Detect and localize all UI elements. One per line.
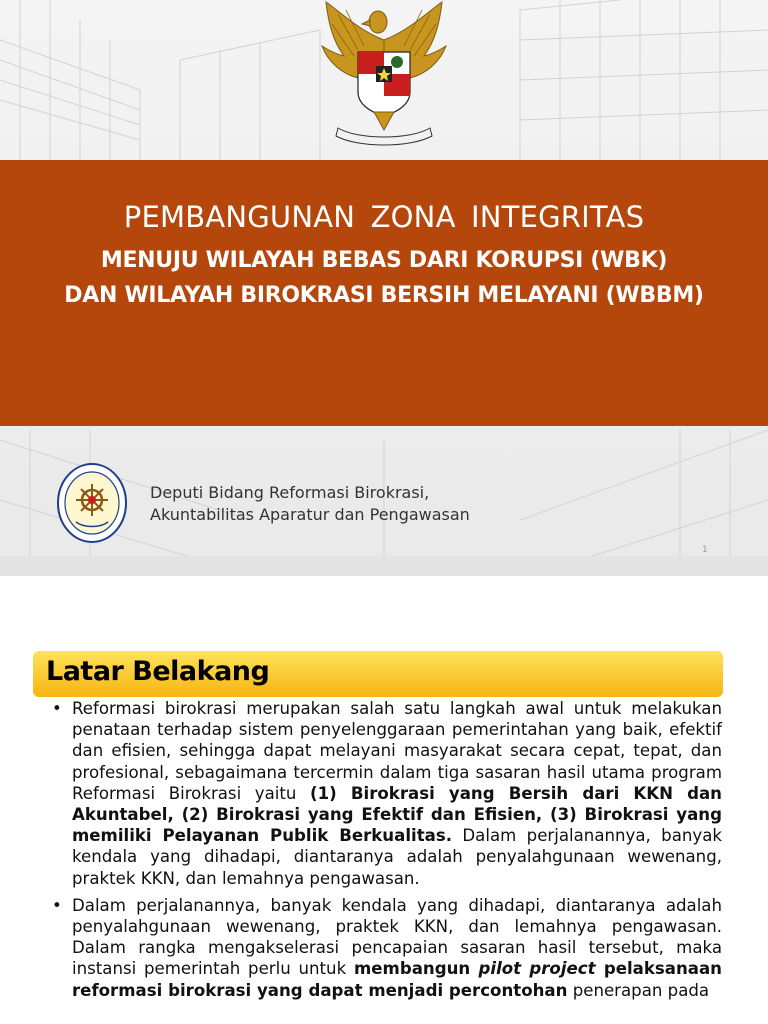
bullet-item-2 bbox=[50, 895, 722, 1001]
bullet1-bold-targets: (1) Birokrasi yang Bersih dari KKN dan Akuntabel, (2) Birokrasi yang Efektif dan Efisien, (3) Birokrasi yang memiliki Pelayanan Publik Berkualitas. bbox=[72, 783, 722, 846]
bullet-marker: • bbox=[52, 895, 62, 915]
ministry-logo-icon bbox=[56, 462, 128, 544]
page-number: 1 bbox=[702, 545, 708, 555]
heading-bar bbox=[33, 651, 723, 697]
slide-subtitle-line2: DAN WILAYAH BIROKRASI BERSIH MELAYANI (WBBM) bbox=[64, 283, 704, 308]
slide-title: PEMBANGUNAN ZONA INTEGRITAS bbox=[123, 200, 645, 234]
bullet2-text-a: Dalam perjalanannya, banyak kendala yang dihadapi, diantaranya adalah penyalahgunaan wewenang, praktek KKN, dan lemahnya pengawasan. Dalam rangka mengakselerasi pencapaian sasaran hasil tersebut, maka instansi pemerintah perlu untuk bbox=[72, 895, 722, 979]
bullet1-text-a: Reformasi birokrasi merupakan salah satu langkah awal untuk melakukan penataan terhadap sistem penyelenggaraan pemerintahan yang baik, efektif dan efisien, sehingga dapat melayani masyarakat secara cepat, tepat, dan profesional, sebagaimana tercermin dalam tiga sasaran hasil utama program Reformasi Birokrasi yaitu bbox=[72, 699, 722, 803]
bullet2-text-b: penerapan pada bbox=[567, 980, 710, 1000]
bullet-item-1 bbox=[50, 698, 722, 889]
slide-body bbox=[50, 698, 722, 1007]
slide-subtitle-line1: MENUJU WILAYAH BEBAS DARI KORUPSI (WBK) bbox=[100, 248, 668, 273]
deputy-line1: Deputi Bidang Reformasi Birokrasi, bbox=[150, 483, 430, 502]
bullet2-bold-italic: pilot project bbox=[478, 959, 596, 979]
bullet1-text-b: Dalam perjalanannya, banyak kendala yang dihadapi, diantaranya adalah penyalahgunaan wewenang, praktek KKN, dan lemahnya pengawasan. bbox=[72, 826, 722, 888]
bullet2-bold-b: pelaksanaan reformasi birokrasi yang dapat menjadi percontohan bbox=[72, 959, 722, 1000]
slide-heading: Latar Belakang bbox=[46, 656, 270, 687]
bullet2-bold-a: membangun bbox=[353, 959, 479, 979]
bullet-marker: • bbox=[52, 699, 62, 718]
garuda-emblem-icon bbox=[318, 0, 450, 150]
deputy-name bbox=[150, 482, 470, 526]
deputy-line2: Akuntabilitas Aparatur dan Pengawasan bbox=[150, 505, 470, 524]
background-slide bbox=[0, 612, 768, 1024]
